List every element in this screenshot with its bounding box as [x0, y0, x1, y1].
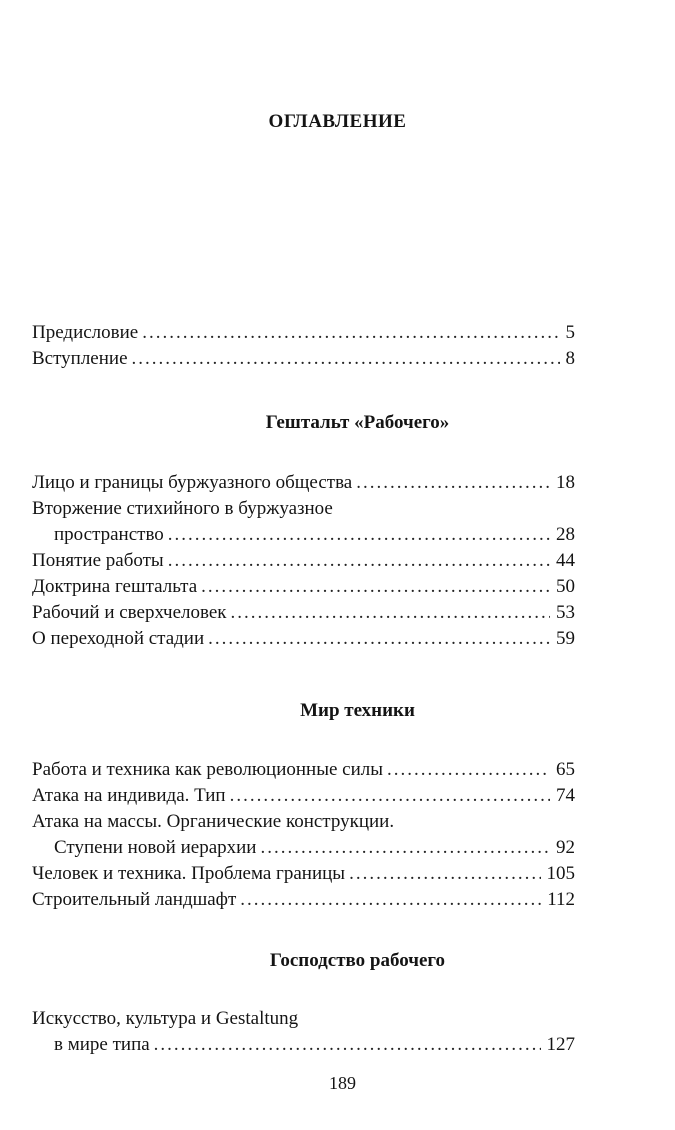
- toc-entry-label: Строительный ландшафт: [32, 889, 237, 910]
- toc-leader: [240, 887, 541, 913]
- toc-section: [32, 757, 575, 913]
- toc-leader: [260, 835, 550, 861]
- toc-leader: [201, 574, 550, 600]
- toc-entry: [32, 861, 575, 887]
- toc-entry-continuation: [32, 522, 575, 548]
- toc-entry-page: 8: [565, 348, 575, 369]
- toc-entry: [32, 809, 575, 835]
- toc-entry: [32, 574, 575, 600]
- toc-leader: [168, 548, 550, 574]
- toc-entry: [32, 600, 575, 626]
- toc-entry-page: 74: [556, 785, 575, 806]
- toc-heading: ОГЛАВЛЕНИЕ: [268, 111, 407, 132]
- toc-entry: [32, 320, 575, 346]
- toc-leader: [168, 522, 550, 548]
- toc-entry-label: Понятие работы: [32, 550, 164, 571]
- toc-entry-label: Доктрина гештальта: [32, 576, 198, 597]
- toc-section: [32, 470, 575, 652]
- toc-leader: [208, 626, 550, 652]
- toc-entry-continuation: [32, 835, 575, 861]
- toc-entry-label: Вступление: [32, 348, 128, 369]
- toc-entry: [32, 887, 575, 913]
- toc-entry-page: 5: [565, 322, 575, 343]
- toc-leader: [231, 600, 550, 626]
- section-title: Господство рабочего: [269, 950, 446, 971]
- toc-entry-page: 92: [556, 837, 575, 858]
- toc-entry-label: Лицо и границы буржуазного общества: [32, 472, 353, 493]
- page-number: 189: [329, 1073, 356, 1093]
- toc-entry-page: 65: [556, 759, 575, 780]
- toc-entry-label: Работа и техника как революционные силы: [32, 759, 384, 780]
- toc-section: [32, 1006, 575, 1058]
- toc-entry-label: Атака на индивида. Тип: [32, 785, 226, 806]
- toc-entry-label-cont: пространство: [54, 524, 164, 545]
- toc-entry: [32, 496, 575, 522]
- toc-leader: [356, 470, 550, 496]
- toc-entry-label: О переходной стадии: [32, 628, 205, 649]
- toc-entry-label: Атака на массы. Органические конструкции.: [32, 811, 395, 832]
- toc-entry: [32, 1006, 575, 1032]
- toc-entry-page: 44: [556, 550, 575, 571]
- toc-leader: [387, 757, 550, 783]
- toc-entry-label: Вторжение стихийного в буржуазное: [32, 498, 333, 519]
- toc-leader: [154, 1032, 541, 1058]
- toc-leader: [142, 320, 559, 346]
- toc-entry-page: 112: [547, 889, 575, 910]
- toc-entry-page: 18: [556, 472, 575, 493]
- toc-leader: [230, 783, 550, 809]
- toc-entry: [32, 346, 575, 372]
- section-title: Гештальт «Рабочего»: [265, 412, 450, 433]
- toc-entry-continuation: [32, 1032, 575, 1058]
- section-title: Мир техники: [300, 700, 415, 721]
- toc-entry-label-cont: Ступени новой иерархии: [54, 837, 257, 858]
- toc-entry-page: 127: [546, 1034, 575, 1055]
- toc-entry-page: 50: [556, 576, 575, 597]
- toc-intro: [32, 320, 575, 372]
- toc-leader: [132, 346, 560, 372]
- toc-entry: [32, 783, 575, 809]
- toc-entry-label: Искусство, культура и Gestaltung: [32, 1008, 299, 1029]
- toc-entry-label-cont: в мире типа: [54, 1034, 150, 1055]
- toc-entry-label: Человек и техника. Проблема границы: [32, 863, 346, 884]
- toc-entry-label: Предисловие: [32, 322, 139, 343]
- toc-entry: [32, 757, 575, 783]
- toc-entry: [32, 470, 575, 496]
- toc-entry: [32, 548, 575, 574]
- toc-entry: [32, 626, 575, 652]
- toc-entry-page: 59: [556, 628, 575, 649]
- toc-entry-page: 105: [546, 863, 575, 884]
- toc-entry-label: Рабочий и сверхчеловек: [32, 602, 227, 623]
- toc-leader: [349, 861, 540, 887]
- toc-entry-page: 53: [556, 602, 575, 623]
- toc-entry-page: 28: [556, 524, 575, 545]
